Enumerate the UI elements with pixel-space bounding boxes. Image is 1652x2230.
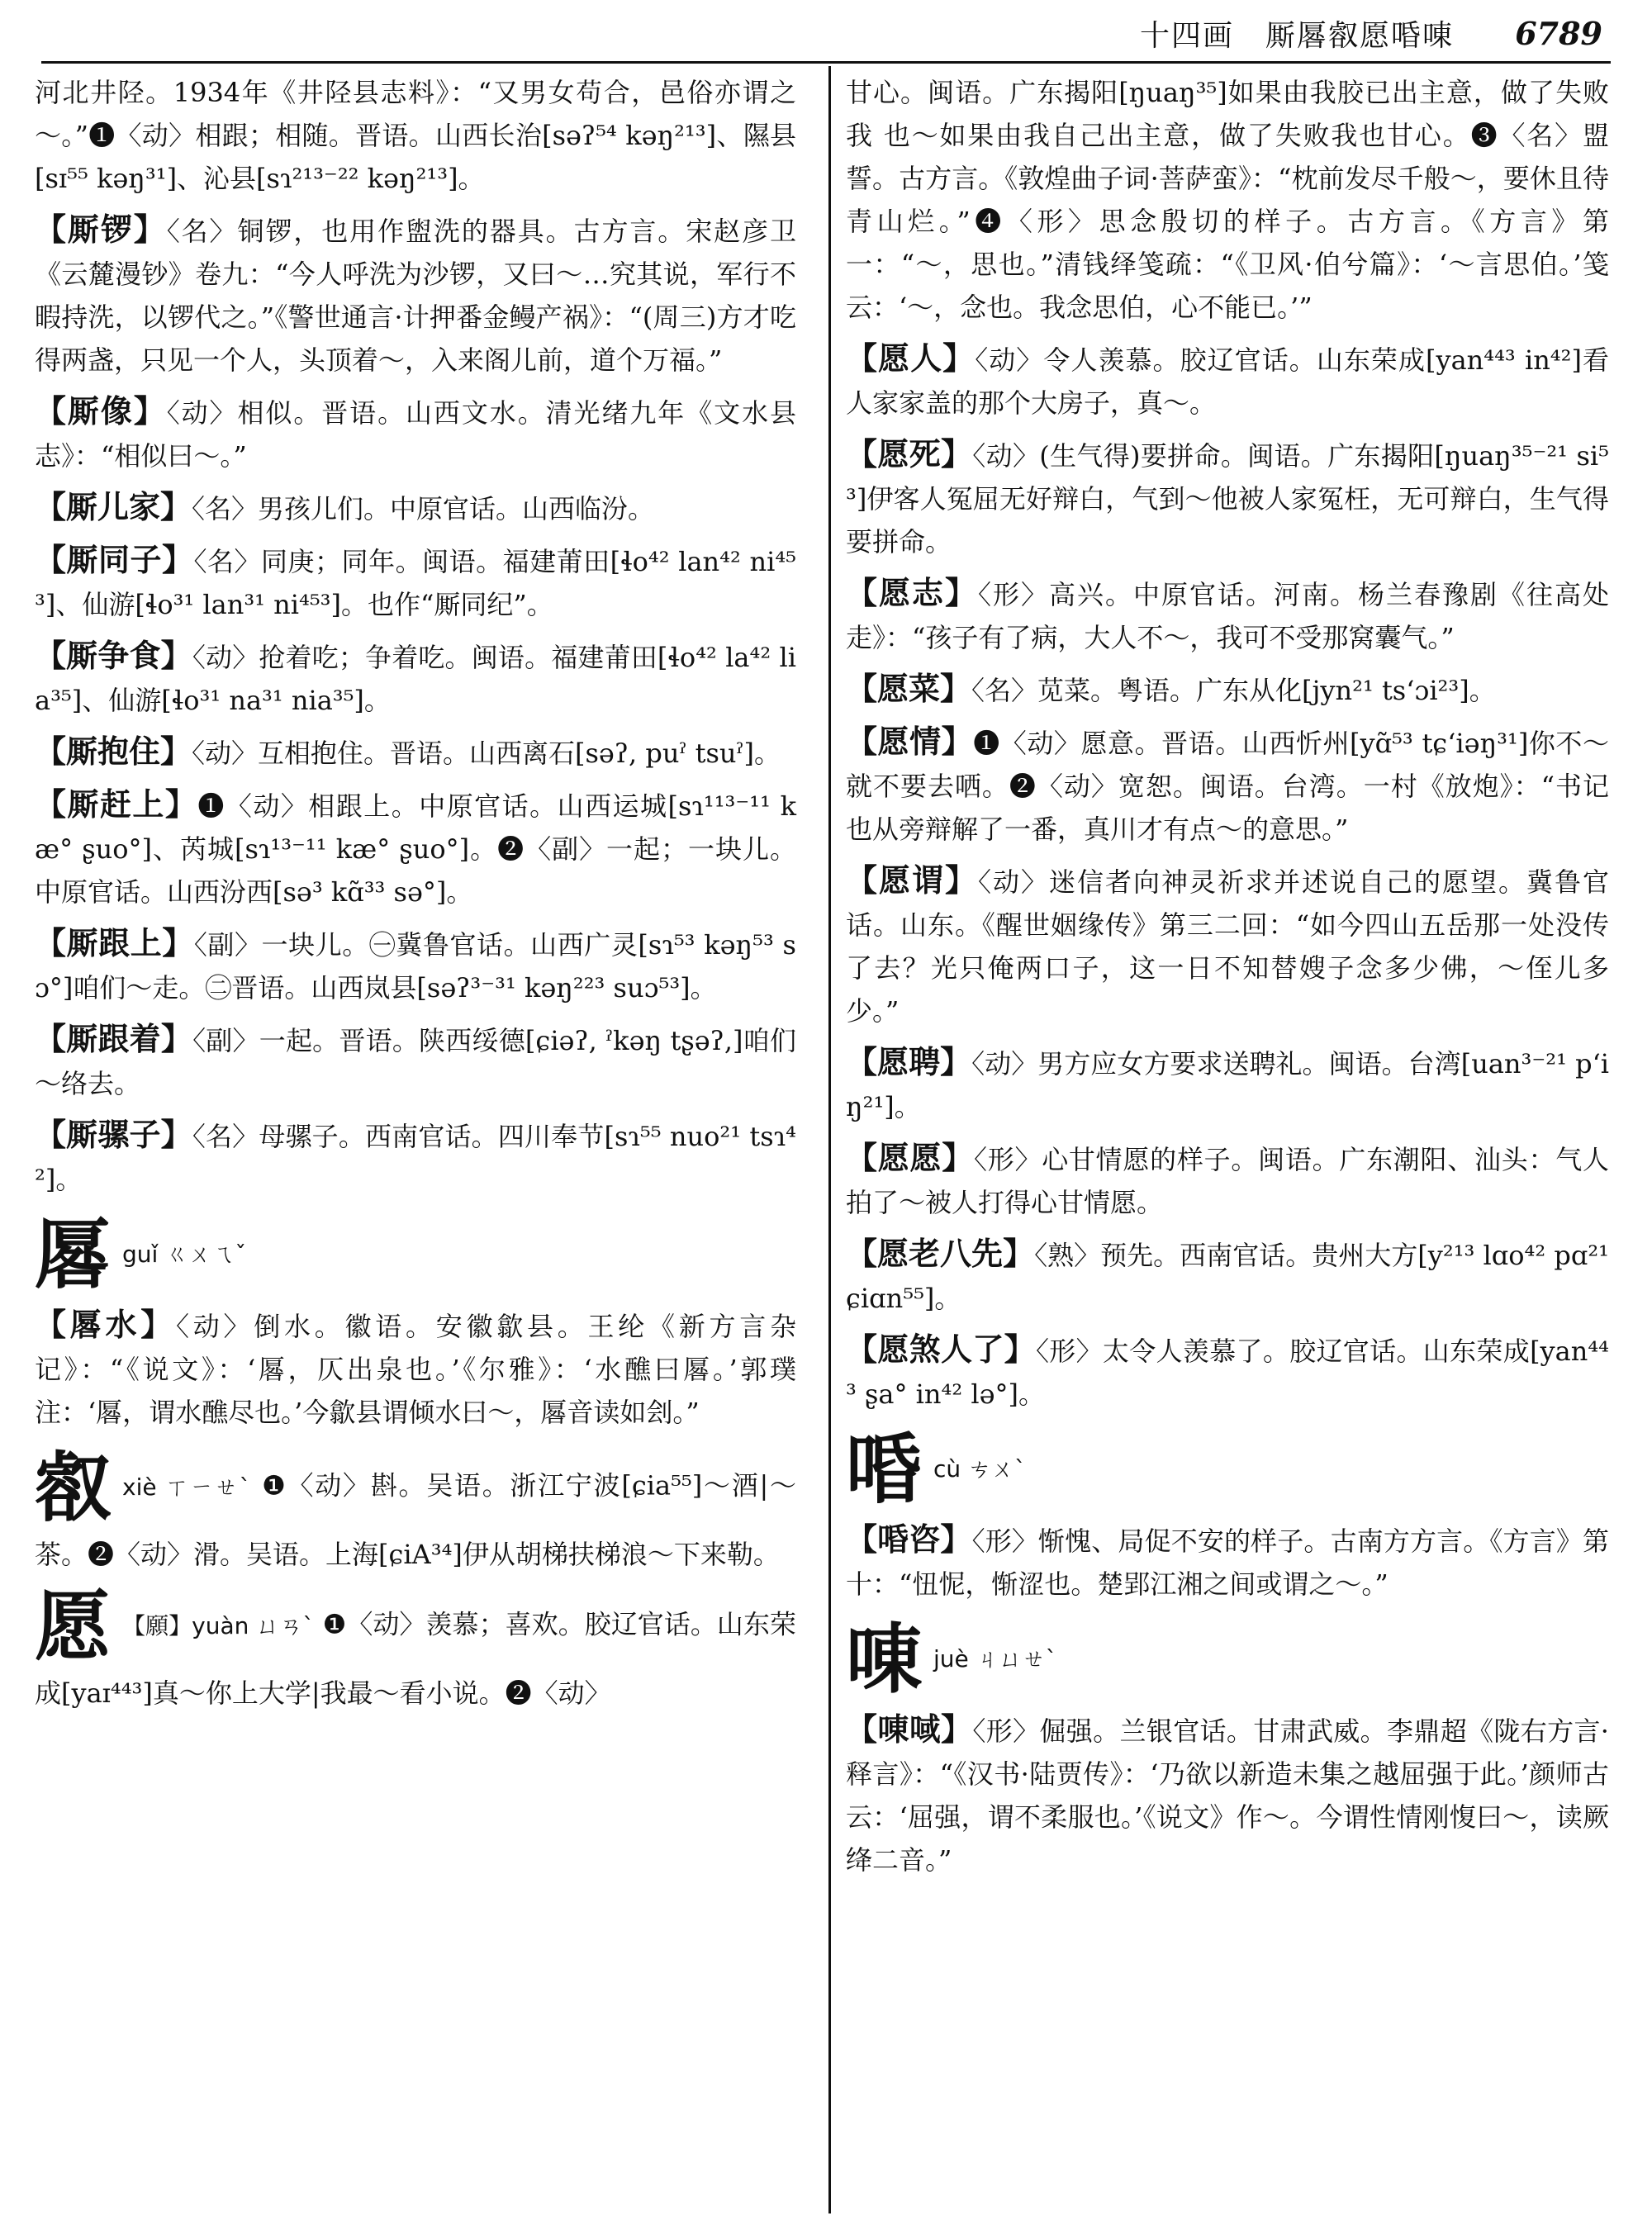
entry-definition: 〈动〉互相抱住。晋语。山西离石[səʔ, puˀ tsuˀ]。 [192, 738, 781, 769]
headword-pinyin: xiè ㄒㄧㄝˋ [122, 1473, 253, 1501]
entry-definition: 〈名〉母骡子。西南官话。四川奉节[sɿ⁵⁵ nuo²¹ tsɿ⁴²]。 [35, 1121, 796, 1195]
entry-term: 【㖧咨】 [846, 1521, 972, 1558]
headword-block [35, 1209, 796, 1300]
entry-term: 【愿愿】 [846, 1139, 974, 1176]
headword-character: 㖦 [846, 1615, 923, 1704]
entry-definition: ❶〈动〉相跟上。中原官话。山西运城[sɿ¹¹³⁻¹¹ kæ° ʂuo°]、芮城[sɿ¹³⁻¹¹ kæ° ʂuo°]。❷〈副〉一起；一块儿。中原官话。山西汾西[sə³ kɑ̃³³ sə°]。 [35, 790, 796, 908]
top-rule [41, 61, 1611, 64]
headword-character: 㕡 [35, 1443, 112, 1532]
dictionary-entry [35, 208, 796, 382]
dictionary-entry [846, 720, 1609, 851]
entry-term: 【厮像】 [35, 392, 167, 429]
entry-definition: 〈名〉苋菜。粤语。广东从化[jyn²¹ tsʻɔi²³]。 [971, 675, 1496, 706]
entry-definition: 〈形〉倔强。兰银官话。甘肃武威。李鼎超《陇右方言·释言》：“《汉书·陆贾传》：‘乃欲以新造未集之越屈强于此。’颜师古云：‘屈强，谓不柔服也。’《说文》作～。今谓性情刚愎曰～，读厥绛二音。” [846, 1715, 1609, 1876]
dictionary-entry [846, 337, 1609, 425]
entry-definition: 河北井陉。1934年《井陉县志料》：“又男女苟合，邑俗亦谓之～。”❶〈动〉相跟；相随。晋语。山西长治[səʔ⁵⁴ kəŋ²¹³]、隰县[sɪ⁵⁵ kəŋ³¹]、沁县[sɿ²¹³⁻²² kəŋ²¹³]。 [35, 77, 796, 194]
dictionary-entry [846, 859, 1609, 1032]
entry-term: 【厮儿家】 [35, 488, 192, 525]
entry-term: 【厮骡子】 [35, 1116, 192, 1153]
entry-definition: 〈形〉太令人羡慕了。胶辽官话。山东荣成[yan⁴⁴³ ʂa° in⁴² lə°]。 [846, 1336, 1609, 1410]
entry-definition: ❶〈动〉羡慕；喜欢。胶辽官话。山东荣成[yaɪ⁴⁴³]真～你上大学|我最～看小说。❷〈动〉 [35, 1608, 796, 1709]
entry-definition: 〈形〉惭愧、局促不安的样子。古南方方言。《方言》第十：“忸怩，惭涩也。楚郢江湘之间或谓之～。” [846, 1525, 1609, 1600]
dictionary-entry [35, 922, 796, 1009]
dictionary-entry [846, 433, 1609, 563]
entry-term: 【厮赶上】 [35, 785, 198, 823]
dictionary-entry [35, 730, 796, 775]
entry-term: 【厮锣】 [35, 211, 167, 248]
dictionary-entry [846, 572, 1609, 659]
dictionary-entry [846, 1041, 1609, 1128]
dictionary-entry [35, 634, 796, 722]
entry-definition: 〈名〉男孩儿们。中原官话。山西临汾。 [192, 493, 655, 524]
headword-block [846, 1424, 1609, 1515]
entry-definition: ❶〈动〉斟。吴语。浙江宁波[ɕia⁵⁵]～酒|～茶。❷〈动〉滑。吴语。上海[ɕiA³⁴]伊从胡梯扶梯浪～下来勒。 [35, 1469, 796, 1570]
dictionary-entry [35, 539, 796, 626]
entry-definition: 〈名〉同庚；同年。闽语。福建莆田[ɬo⁴² lan⁴² ni⁴⁵³]、仙游[ɬo³¹ lan³¹ ni⁴⁵³]。也作“厮同纪”。 [35, 546, 796, 620]
entry-term: 【愿死】 [846, 435, 973, 472]
entry-term: 【愿菜】 [846, 670, 972, 707]
entry-term: 【㖦㖪】 [846, 1710, 973, 1748]
entry-term: 【愿煞人了】 [846, 1331, 1036, 1368]
headword-character: 愿 [35, 1582, 112, 1671]
entry-term: 【愿聘】 [846, 1043, 972, 1080]
entry-definition: 〈动〉相似。晋语。山西文水。清光绪九年《文水县志》：“相似曰～。” [35, 397, 796, 472]
headword-block [35, 1442, 796, 1576]
entry-definition: 甘心。闽语。广东揭阳[ŋuaŋ³⁵]如果由我胶已出主意，做了失败我 也～如果由我自己出主意，做了失败我也甘心。❸〈名〉盟誓。古方言。《敦煌曲子词·菩萨蛮》：“枕前发尽千般～，要休且待青山烂。”❹〈形〉思念殷切的样子。古方言。《方言》第一：“～，思也。”清钱绎笺疏：“《卫风·伯兮篇》：‘～言思伯。’笺云：‘～，念也。我念思伯，心不能已。’” [846, 77, 1609, 323]
entry-term: 【厮同子】 [35, 541, 194, 578]
dictionary-entry [35, 71, 796, 200]
entry-term: 【愿谓】 [846, 861, 978, 899]
dictionary-entry [35, 390, 796, 477]
entry-term: 【厮跟着】 [35, 1020, 193, 1057]
headword-pinyin: juè ㄐㄩㄝˋ [933, 1644, 1057, 1672]
entry-definition: 〈形〉心甘情愿的样子。闽语。广东潮阳、汕头：气人拍了～被人打得心甘情愿。 [846, 1144, 1609, 1218]
page-number: 6789 [1515, 14, 1602, 52]
left-column [35, 71, 796, 1718]
entry-definition: 〈动〉(生气得)要拼命。闽语。广东揭阳[ŋuaŋ³⁵⁻²¹ si⁵³]伊客人冤屈无好辩白，气到～他被人家冤枉，无可辩白，生气得要拼命。 [846, 440, 1609, 558]
entry-definition: 〈动〉迷信者向神灵祈求并述说自己的愿望。冀鲁官话。山东。《醒世姻缘传》第三二回：“如今四山五岳那一处没传了去？光只俺两口子，这一日不知替嫂子念多少佛，～侄儿多少。” [846, 866, 1609, 1027]
entry-term: 【厬水】 [35, 1306, 176, 1343]
entry-term: 【厮抱住】 [35, 733, 192, 770]
entry-definition: 〈名〉铜锣，也用作盥洗的器具。古方言。宋赵彦卫《云麓漫钞》卷九：“今人呼洗为沙锣，又曰～…究其说，军行不暇持洗，以锣代之。”《警世通言·计押番金鳗产祸》：“(周三)方才吃得两盏，只见一个人，头顶着～，入来阁儿前，道个万福。” [35, 216, 796, 376]
dictionary-entry [35, 486, 796, 530]
dictionary-entry [35, 1303, 796, 1434]
dictionary-entry [35, 1113, 796, 1201]
headword-block [846, 1614, 1609, 1705]
dictionary-entry [846, 1232, 1609, 1320]
dictionary-entry [846, 1518, 1609, 1606]
entry-definition: 〈副〉一起。晋语。陕西绥德[ɕiəʔ, ˀkəŋ tʂəʔ,]咱们～络去。 [35, 1025, 796, 1099]
headword-block [35, 1581, 796, 1715]
dictionary-entry [846, 71, 1609, 329]
entry-term: 【愿志】 [846, 574, 978, 611]
dictionary-entry [846, 667, 1609, 712]
column-divider [828, 66, 831, 2213]
dictionary-entry [846, 1328, 1609, 1416]
entry-definition: 〈动〉倒水。徽语。安徽歙县。王纶《新方言杂记》：“《说文》：‘厬，仄出泉也。’《尔雅》：‘水醮曰厬。’郭璞注：‘厬，谓水醮尽也。’今歙县谓倾水曰～，厬音读如刽。” [35, 1311, 796, 1428]
entry-term: 【厮跟上】 [35, 924, 194, 961]
right-column [846, 71, 1609, 1890]
entry-definition: 〈动〉男方应女方要求送聘礼。闽语。台湾[uan³⁻²¹ pʻiŋ²¹]。 [846, 1048, 1609, 1122]
page-header [1140, 8, 1602, 58]
headword-pinyin: 【願】yuàn ㄩㄢˋ [122, 1611, 315, 1639]
entry-definition: 〈副〉一块儿。㊀冀鲁官话。山西广灵[sɿ⁵³ kəŋ⁵³ sɔ°]咱们～走。㊁晋语。山西岚县[səʔ³⁻³¹ kəŋ²²³ suɔ⁵³]。 [35, 929, 796, 1004]
section-label: 十四画 厮厬㕡愿㖧㖦 [1140, 18, 1455, 53]
entry-term: 【愿情】 [846, 723, 974, 760]
headword-character: 㖧 [846, 1425, 923, 1514]
dictionary-entry [846, 1708, 1609, 1881]
dictionary-entry [35, 783, 796, 913]
entry-definition: 〈动〉令人羡慕。胶辽官话。山东荣成[yan⁴⁴³ in⁴²]看人家家盖的那个大房子，真～。 [846, 344, 1609, 419]
headword-character: 厬 [35, 1210, 112, 1299]
entry-term: 【愿人】 [846, 339, 976, 377]
entry-term: 【厮争食】 [35, 637, 192, 674]
headword-pinyin: guǐ ㄍㄨㄟˇ [122, 1240, 247, 1268]
dictionary-entry [846, 1136, 1609, 1224]
entry-definition: 〈形〉高兴。中原官话。河南。杨兰春豫剧《往高处走》：“孩子有了病，大人不～，我可不受那窝囊气。” [846, 579, 1609, 653]
headword-pinyin: cù ㄘㄨˋ [933, 1454, 1027, 1483]
dictionary-entry [35, 1018, 796, 1105]
entry-term: 【愿老八先】 [846, 1235, 1035, 1272]
entry-definition: 〈动〉抢着吃；争着吃。闽语。福建莆田[ɬo⁴² la⁴² lia³⁵]、仙游[ɬo³¹ na³¹ nia³⁵]。 [35, 642, 796, 716]
entry-definition: 〈熟〉预先。西南官话。贵州大方[y²¹³ lɑo⁴² pɑ²¹ ɕiɑn⁵⁵]。 [846, 1240, 1609, 1314]
entry-definition: ❶〈动〉愿意。晋语。山西忻州[yɑ̃⁵³ tɕʻiəŋ³¹]你不～就不要去哂。❷〈动〉宽恕。闽语。台湾。一村《放炮》：“书记也从旁辩解了一番，真川才有点～的意思。” [846, 728, 1609, 845]
